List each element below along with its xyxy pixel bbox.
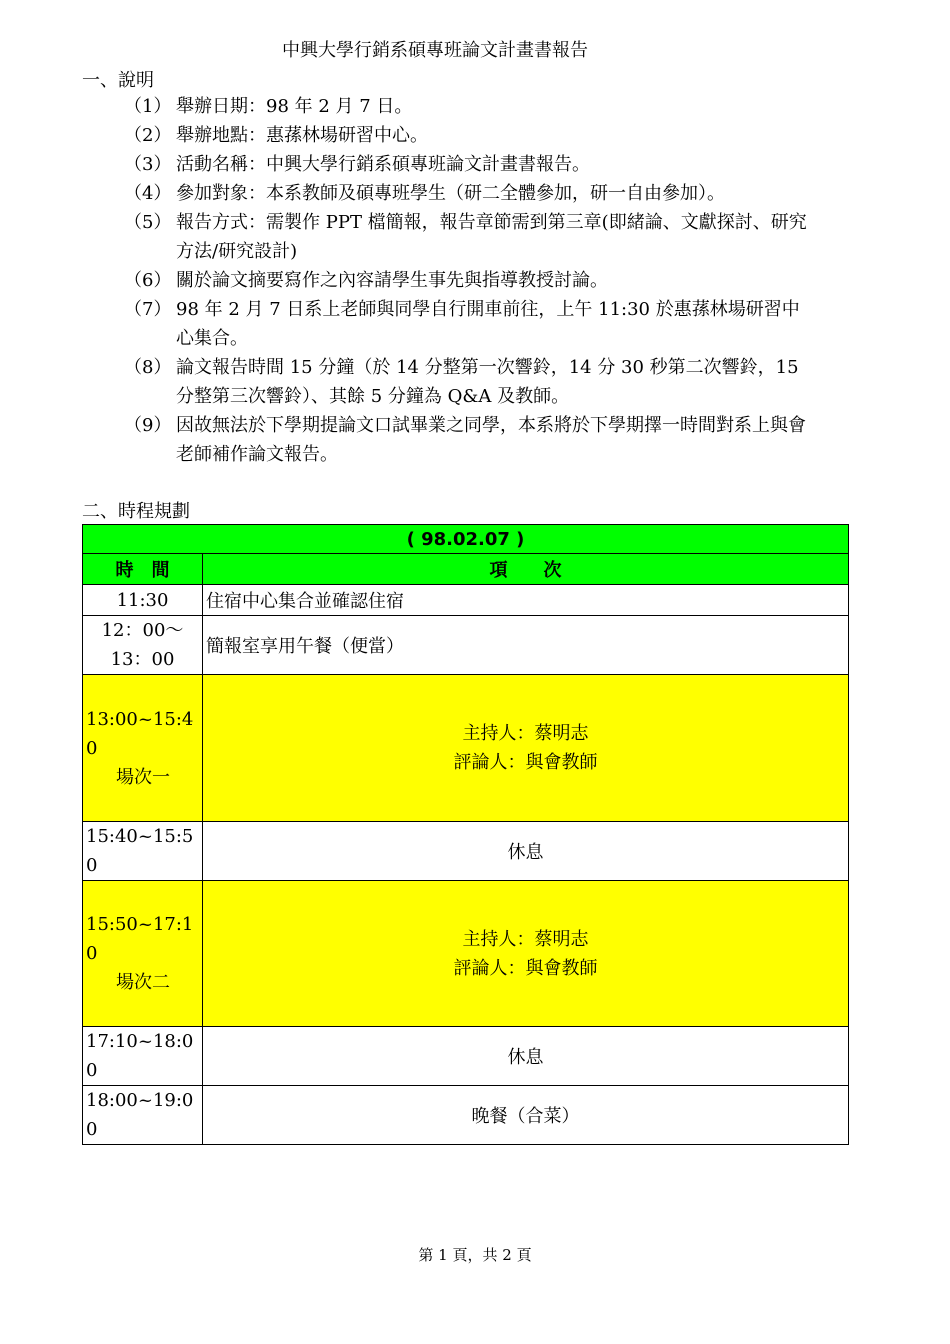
time-cell: 17:10~18:00: [83, 1027, 203, 1086]
item-text: 98 年 2 月 7 日系上老師與同學自行開車前往，上午 11:30 於惠蓀林場研習中心集合。: [176, 299, 800, 349]
list-item: [124, 411, 824, 469]
time-range: 13:00~15:40: [86, 708, 194, 759]
table-row: [83, 881, 849, 1027]
item-text: 論文報告時間 15 分鐘（於 14 分整第一次響鈴，14 分 30 秒第二次響鈴，15 分整第三次響鈴）、其餘 5 分鐘為 Q&A 及教師。: [176, 357, 799, 407]
time-start: 12：00～: [101, 620, 184, 641]
item-number: （4）: [124, 183, 172, 204]
item-text: 活動名稱：中興大學行銷系碩專班論文計畫書報告。: [176, 154, 590, 175]
time-cell: [83, 616, 203, 675]
schedule-table: [82, 524, 849, 1145]
column-header-time: 時 間: [83, 554, 203, 585]
item-text: 舉辦地點：惠蓀林場研習中心。: [176, 125, 428, 146]
date-header: ( 98.02.07 ): [83, 525, 849, 554]
item-cell: 休息: [203, 822, 849, 881]
item-text: 關於論文摘要寫作之內容請學生事先與指導教授討論。: [176, 270, 608, 291]
list-item: [124, 208, 824, 266]
time-end: 13：00: [110, 649, 175, 670]
list-item: [124, 353, 824, 411]
item-cell: [203, 881, 849, 1027]
list-item: [124, 121, 824, 150]
item-number: （3）: [124, 154, 172, 175]
item-cell: [203, 675, 849, 822]
item-number: （9）: [124, 415, 172, 436]
table-row: [83, 1027, 849, 1086]
list-item: [124, 150, 824, 179]
item-number: （8）: [124, 357, 172, 378]
session-label: 場次一: [116, 766, 170, 788]
item-text: 舉辦日期：98 年 2 月 7 日。: [176, 96, 413, 117]
description-list: [124, 92, 824, 469]
reviewer-label: 評論人：與會教師: [453, 957, 598, 979]
host-label: 主持人：蔡明志: [462, 723, 589, 744]
list-item: [124, 266, 824, 295]
item-number: （7）: [124, 299, 172, 320]
table-row: [83, 1086, 849, 1145]
item-text: 報告方式：需製作 PPT 檔簡報，報告章節需到第三章(即緒論、文獻探討、研究方法/研究設計): [176, 212, 807, 262]
item-cell: 住宿中心集合並確認住宿: [203, 585, 849, 616]
list-item: [124, 92, 824, 121]
table-row: [83, 554, 849, 585]
item-text: 因故無法於下學期提論文口試畢業之同學，本系將於下學期擇一時間對系上與會老師補作論文報告。: [176, 415, 806, 465]
table-row: [83, 585, 849, 616]
item-number: （2）: [124, 125, 172, 146]
column-header-item: 項 次: [203, 554, 849, 585]
time-range: 15:50~17:10: [86, 914, 194, 964]
item-number: （1）: [124, 96, 172, 117]
time-cell: 11:30: [83, 585, 203, 616]
table-row: [83, 525, 849, 554]
time-cell: 15:40~15:50: [83, 822, 203, 881]
time-cell: [83, 675, 203, 822]
time-cell: [83, 881, 203, 1027]
item-number: （6）: [124, 270, 172, 291]
list-item: [124, 179, 824, 208]
table-row: [83, 616, 849, 675]
section-heading-description: 一、說明: [82, 70, 154, 91]
section-heading-schedule: 二、時程規劃: [82, 501, 190, 522]
item-number: （5）: [124, 212, 172, 233]
host-label: 主持人：蔡明志: [462, 928, 589, 950]
reviewer-label: 評論人：與會教師: [453, 752, 598, 773]
item-cell: 休息: [203, 1027, 849, 1086]
title-text: 中興大學行銷系碩專班論文計畫書報告: [282, 40, 588, 61]
item-cell: 晚餐（合菜）: [203, 1086, 849, 1145]
item-text: 參加對象：本系教師及碩專班學生（研二全體參加，研一自由參加）。: [176, 183, 725, 204]
table-row: [83, 822, 849, 881]
item-cell: 簡報室享用午餐（便當）: [203, 616, 849, 675]
list-item: [124, 295, 824, 353]
time-cell: 18:00~19:00: [83, 1086, 203, 1145]
session-label: 場次二: [116, 972, 170, 993]
page-footer: 第 1 頁，共 2 頁: [418, 1246, 532, 1264]
table-row: [83, 675, 849, 822]
